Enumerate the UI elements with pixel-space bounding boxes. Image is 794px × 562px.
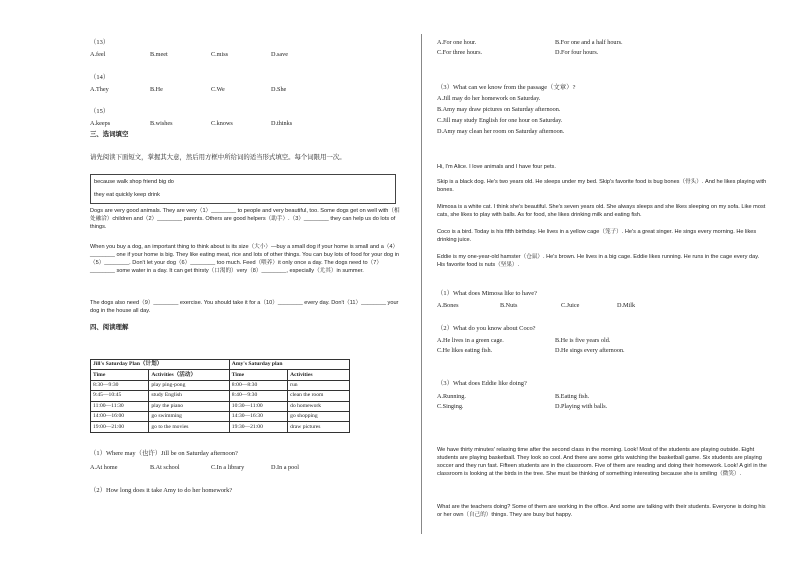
saturday-plan-table (90, 359, 350, 433)
table-cell: 14:00—16:00 (91, 411, 149, 421)
jill-plan-heading: Jill's Saturday Plan（计划） (91, 360, 230, 370)
column-header: Time (229, 370, 287, 380)
table-cell: draw pictures (288, 422, 350, 432)
q15-option-c: C.knows (211, 120, 233, 127)
passage-paragraph-3: The dogs also need（9）________ exercise. You should take it for a（10）________ every day. Don't（11）________ your dog in the house all day. (90, 300, 399, 314)
q2-option-d: D.He sings every afternoon. (555, 347, 625, 354)
table-cell: 11:00—11:30 (91, 401, 149, 411)
q15-option-d: D.thinks (271, 120, 293, 127)
table-row (91, 380, 350, 390)
q13-option-c: C.miss (211, 51, 229, 58)
column-header: Activities（活动） (149, 370, 229, 380)
q1-option-b: B.Nuts (500, 302, 518, 309)
table-cell: clean the room (288, 391, 350, 401)
q13-option-a: A.feel (90, 51, 106, 58)
table-cell: study English (149, 391, 229, 401)
q1-option-c: C.Juice (561, 302, 580, 309)
r1-option-a: A.At home (90, 464, 118, 471)
q15-option-b: B.wishes (150, 120, 173, 127)
table-cell: 19:00—21:00 (91, 422, 149, 432)
r1-option-c: C.In a library (211, 464, 245, 471)
r3-option-c: C.Jill may study English for one hour on Saturday. (437, 117, 563, 124)
q13-number: （13） (90, 39, 110, 46)
table-row (91, 391, 350, 401)
section3-instructions: 请先阅读下面短文，掌握其大意，然后用方框中所给词的适当形式填空。每个词限用一次。 (90, 154, 346, 161)
table-cell: play ping-pong (149, 380, 229, 390)
passage-paragraph-2: When you buy a dog, an important thing to think about is its size（大小）—buy a small dog if your home is small and a（4）________ one if your home is big. They like eating meat, rice and lots of other things. You can buy lots of food for your dog in（5）________. Don't let your dog（6）________ too much. Feed（喂养）it only once a day. The dogs need to（7）________ some water in a day. It can get thirsty（口渴的）very（8）________, especially（尤其）in summer. (90, 244, 399, 274)
alice-paragraph-5: Eddie is my one-year-old hamster（仓鼠）. He's brown. He lives in a big cage. Eddie likes running. He runs in the cage every day. His favorite food is nuts（坚果）. (437, 254, 760, 268)
alice-paragraph-3: Mimosa is a white cat. I think she's beautiful. She's seven years old. She always sleeps and she likes sleeping on my sofa. Like most cats, she likes to play with balls. As for food, she likes drinking milk and eating fish. (437, 204, 766, 218)
table-cell: go swimming (149, 411, 229, 421)
table-cell: go shopping (288, 411, 350, 421)
table-cell: 19:30—21:00 (229, 422, 287, 432)
q14-option-a: A.They (90, 86, 109, 93)
q15-number: （15） (90, 108, 110, 115)
q2-option-a: A.He lives in a green cage. (437, 337, 504, 344)
q1-option-a: A.Bones (437, 302, 459, 309)
q3-option-d: D.Playing with balls. (555, 403, 608, 410)
r3-option-d: D.Amy may clean her room on Saturday afternoon. (437, 128, 565, 135)
section3-title: 三、选词填空 (90, 131, 129, 138)
column-header: Activities (288, 370, 350, 380)
r3-option-a: A.Jill may do her homework on Saturday. (437, 95, 541, 102)
table-cell: do homework (288, 401, 350, 411)
word-bank-line-1: because walk shop friend big do (94, 179, 174, 185)
r1-option-b: B.At school (150, 464, 180, 471)
reading2-question-2: （2）What do you know about Coco? (437, 325, 536, 332)
q13-option-d: D.save (271, 51, 289, 58)
r2-option-b: B.For one and a half hours. (555, 39, 623, 46)
reading2-question-1: （1）What does Mimosa like to have? (437, 290, 537, 297)
reading2-question-3: （3）What does Eddie like doing? (437, 380, 527, 387)
r2-option-a: A.For one hour. (437, 39, 477, 46)
alice-paragraph-1: Hi, I'm Alice. I love animals and I have four pets. (437, 164, 556, 170)
q13-option-b: B.meet (150, 51, 168, 58)
q14-option-c: C.We (211, 86, 225, 93)
school-paragraph-1: We have thirty minutes' relaxing time after the second class in the morning. Look! Most of the students are playing outside. Eight students are playing basketball. They look so cool. And there are some girls watching the basketball game. Six students are playing soccer and they run fast. Fifteen students are in the classroom. Five of them are reading and doing their homework. Look! A girl in the classroom is looking at the birds in the tree. She must be thinking of something interesting because she is smiling（微笑）. (437, 447, 767, 477)
column-divider (421, 34, 422, 534)
reading1-question-3: （3）What can we know from the passage（文章）? (437, 84, 576, 91)
word-bank-line-2: they eat quickly keep drink (94, 192, 160, 198)
r1-option-d: D.In a pool (271, 464, 300, 471)
q3-option-b: B.Eating fish. (555, 393, 590, 400)
right-column (437, 0, 767, 562)
table-cell: 9:45—10:45 (91, 391, 149, 401)
r2-option-c: C.For three hours. (437, 49, 483, 56)
table-cell: 14:30—16:30 (229, 411, 287, 421)
q14-number: （14） (90, 74, 110, 81)
q2-option-b: B.He is five years old. (555, 337, 611, 344)
alice-paragraph-2: Skip is a black dog. He's two years old. He sleeps under my bed. Skip's favorite food is bug bones（骨头）. And he likes playing with bones. (437, 179, 767, 193)
passage-paragraph-1: Dogs are very good animals. They are very（1）________ to people and very beautiful, too. Some dogs get on well with（相处融洽）children and（2）________ parents. Others are good helpers（助手）.（3）________ they can help us do lots of things. (90, 208, 400, 230)
table-row (91, 401, 350, 411)
table-row (91, 411, 350, 421)
reading1-question-1: （1）Where may（也许）Jill be on Saturday afternoon? (90, 450, 238, 457)
table-cell: 8:00—8:30 (229, 380, 287, 390)
table-cell: 10:30—11:00 (229, 401, 287, 411)
r2-option-d: D.For four hours. (555, 49, 599, 56)
q14-option-b: B.He (150, 86, 163, 93)
alice-paragraph-4: Coco is a bird. Today is his fifth birthday. He lives in a yellow cage（笼子）. He's a great singer. He sings every morning. He likes drinking juice. (437, 229, 757, 243)
school-paragraph-2: What are the teachers doing? Some of them are working in the office. And some are talking with their students. Everyone is doing his or her own（自己的）things. They are busy but happy. (437, 504, 766, 518)
column-header: Time (91, 370, 149, 380)
left-column (90, 0, 408, 562)
q14-option-d: D.She (271, 86, 287, 93)
amy-plan-heading: Amy's Saturday plan (229, 360, 349, 370)
q3-option-c: C.Singing. (437, 403, 464, 410)
r3-option-b: B.Amy may draw pictures on Saturday afternoon. (437, 106, 561, 113)
table-row (91, 422, 350, 432)
table-cell: run (288, 380, 350, 390)
table-cell: play the piano (149, 401, 229, 411)
word-bank-box (90, 174, 396, 204)
table-cell: go to the movies (149, 422, 229, 432)
reading1-question-2: （2）How long does it take Amy to do her homework? (90, 487, 233, 494)
q2-option-c: C.He likes eating fish. (437, 347, 493, 354)
q3-option-a: A.Running. (437, 393, 466, 400)
table-cell: 8:40—9:30 (229, 391, 287, 401)
section4-title: 四、阅读理解 (90, 324, 129, 331)
table-cell: 8:30—9:30 (91, 380, 149, 390)
q15-option-a: A.keeps (90, 120, 111, 127)
q1-option-d: D.Milk (617, 302, 636, 309)
